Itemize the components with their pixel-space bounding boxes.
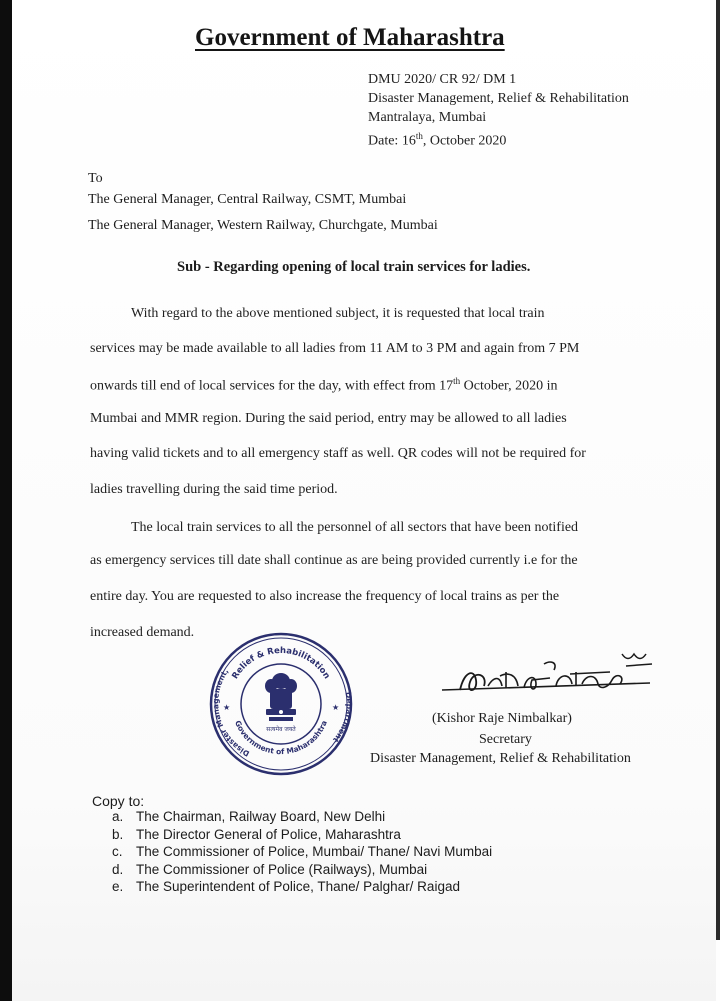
reference-date: [368, 127, 629, 151]
reference-block: [368, 70, 629, 151]
list-item: [112, 843, 492, 861]
document-page: [12, 0, 716, 1001]
ashoka-emblem-icon: [265, 673, 297, 721]
scan-right-edge: [716, 0, 720, 940]
handwritten-signature: [440, 650, 660, 705]
list-item: [112, 826, 492, 844]
paragraph-line: as emergency services till date shall continue as are being provided currently i.e for the: [90, 553, 578, 568]
seal-bottom-text: Government of Maharashtra: [232, 719, 329, 757]
signatory-title: Secretary: [479, 732, 532, 747]
paragraph-text: onwards till end of local services for the day, with effect from 17: [90, 378, 454, 394]
addressee-line: The General Manager, Central Railway, CSMT, Mumbai: [88, 192, 407, 207]
signatory-name: (Kishor Raje Nimbalkar): [432, 711, 572, 726]
addressee-block: [88, 168, 438, 236]
list-letter: e.: [112, 879, 124, 894]
seal-star-icon: ★: [223, 703, 231, 712]
list-text: The Commissioner of Police (Railways), Mumbai: [136, 861, 428, 877]
department-seal: [208, 631, 354, 777]
reference-address: Mantralaya, Mumbai: [368, 110, 487, 125]
signatory-department: Disaster Management, Relief & Rehabilitation: [370, 751, 631, 766]
list-text: The Director General of Police, Maharashtra: [136, 826, 401, 842]
paragraph-line: services may be made available to all ladies from 11 AM to 3 PM and again from 7 PM: [90, 341, 580, 356]
addressee-line: The General Manager, Western Railway, Churchgate, Mumbai: [88, 218, 438, 233]
list-item: [112, 878, 492, 896]
list-text: The Commissioner of Police, Mumbai/ Thane/ Navi Mumbai: [136, 844, 493, 859]
subject-line: Sub - Regarding opening of local train services for ladies.: [177, 259, 531, 275]
paragraph-line: entire day. You are requested to also increase the frequency of local trains as per the: [90, 589, 560, 604]
ordinal: th: [453, 376, 461, 386]
addressee-to: To: [88, 171, 103, 186]
list-letter: d.: [112, 861, 124, 877]
list-item: [112, 861, 492, 879]
paragraph-line: The local train services to all the personnel of all sectors that have been notified: [131, 520, 579, 535]
list-letter: a.: [112, 809, 124, 824]
copy-to-heading: Copy to:: [92, 793, 145, 809]
seal-star-icon: ★: [332, 703, 340, 712]
paragraph-line: Mumbai and MMR region. During the said period, entry may be allowed to all ladies: [90, 411, 567, 426]
seal-left-text: Disaster Management,: [211, 666, 251, 759]
date-suffix: , October 2020: [422, 133, 507, 149]
date-ordinal: th: [415, 131, 423, 141]
seal-right-text: Department: [331, 691, 354, 745]
paragraph-line: With regard to the above mentioned subject, it is requested that local train: [131, 306, 545, 321]
list-text: The Chairman, Railway Board, New Delhi: [136, 809, 386, 824]
letterhead-title: Government of Maharashtra: [195, 24, 505, 51]
paragraph-line: ladies travelling during the said time period.: [90, 482, 338, 497]
date-prefix: Date: 16: [368, 133, 416, 149]
reference-department: Disaster Management, Relief & Rehabilitation: [368, 91, 629, 106]
paragraph-line: having valid tickets and to all emergency staff as well. QR codes will not be required for: [90, 446, 586, 461]
scan-left-edge: [0, 0, 12, 1001]
list-letter: c.: [112, 844, 123, 859]
seal-top-text: Relief & Rehabilitation: [230, 645, 332, 681]
paragraph-text: October, 2020 in: [460, 378, 558, 394]
list-text: The Superintendent of Police, Thane/ Palghar/ Raigad: [136, 879, 460, 894]
reference-number: DMU 2020/ CR 92/ DM 1: [368, 72, 517, 87]
list-item: [112, 808, 492, 826]
list-letter: b.: [112, 826, 124, 842]
copy-to-list: [112, 808, 492, 896]
paragraph-line: increased demand.: [90, 625, 195, 640]
seal-motto: सत्यमेव जयते: [266, 726, 296, 733]
paragraph-line: [90, 376, 558, 395]
